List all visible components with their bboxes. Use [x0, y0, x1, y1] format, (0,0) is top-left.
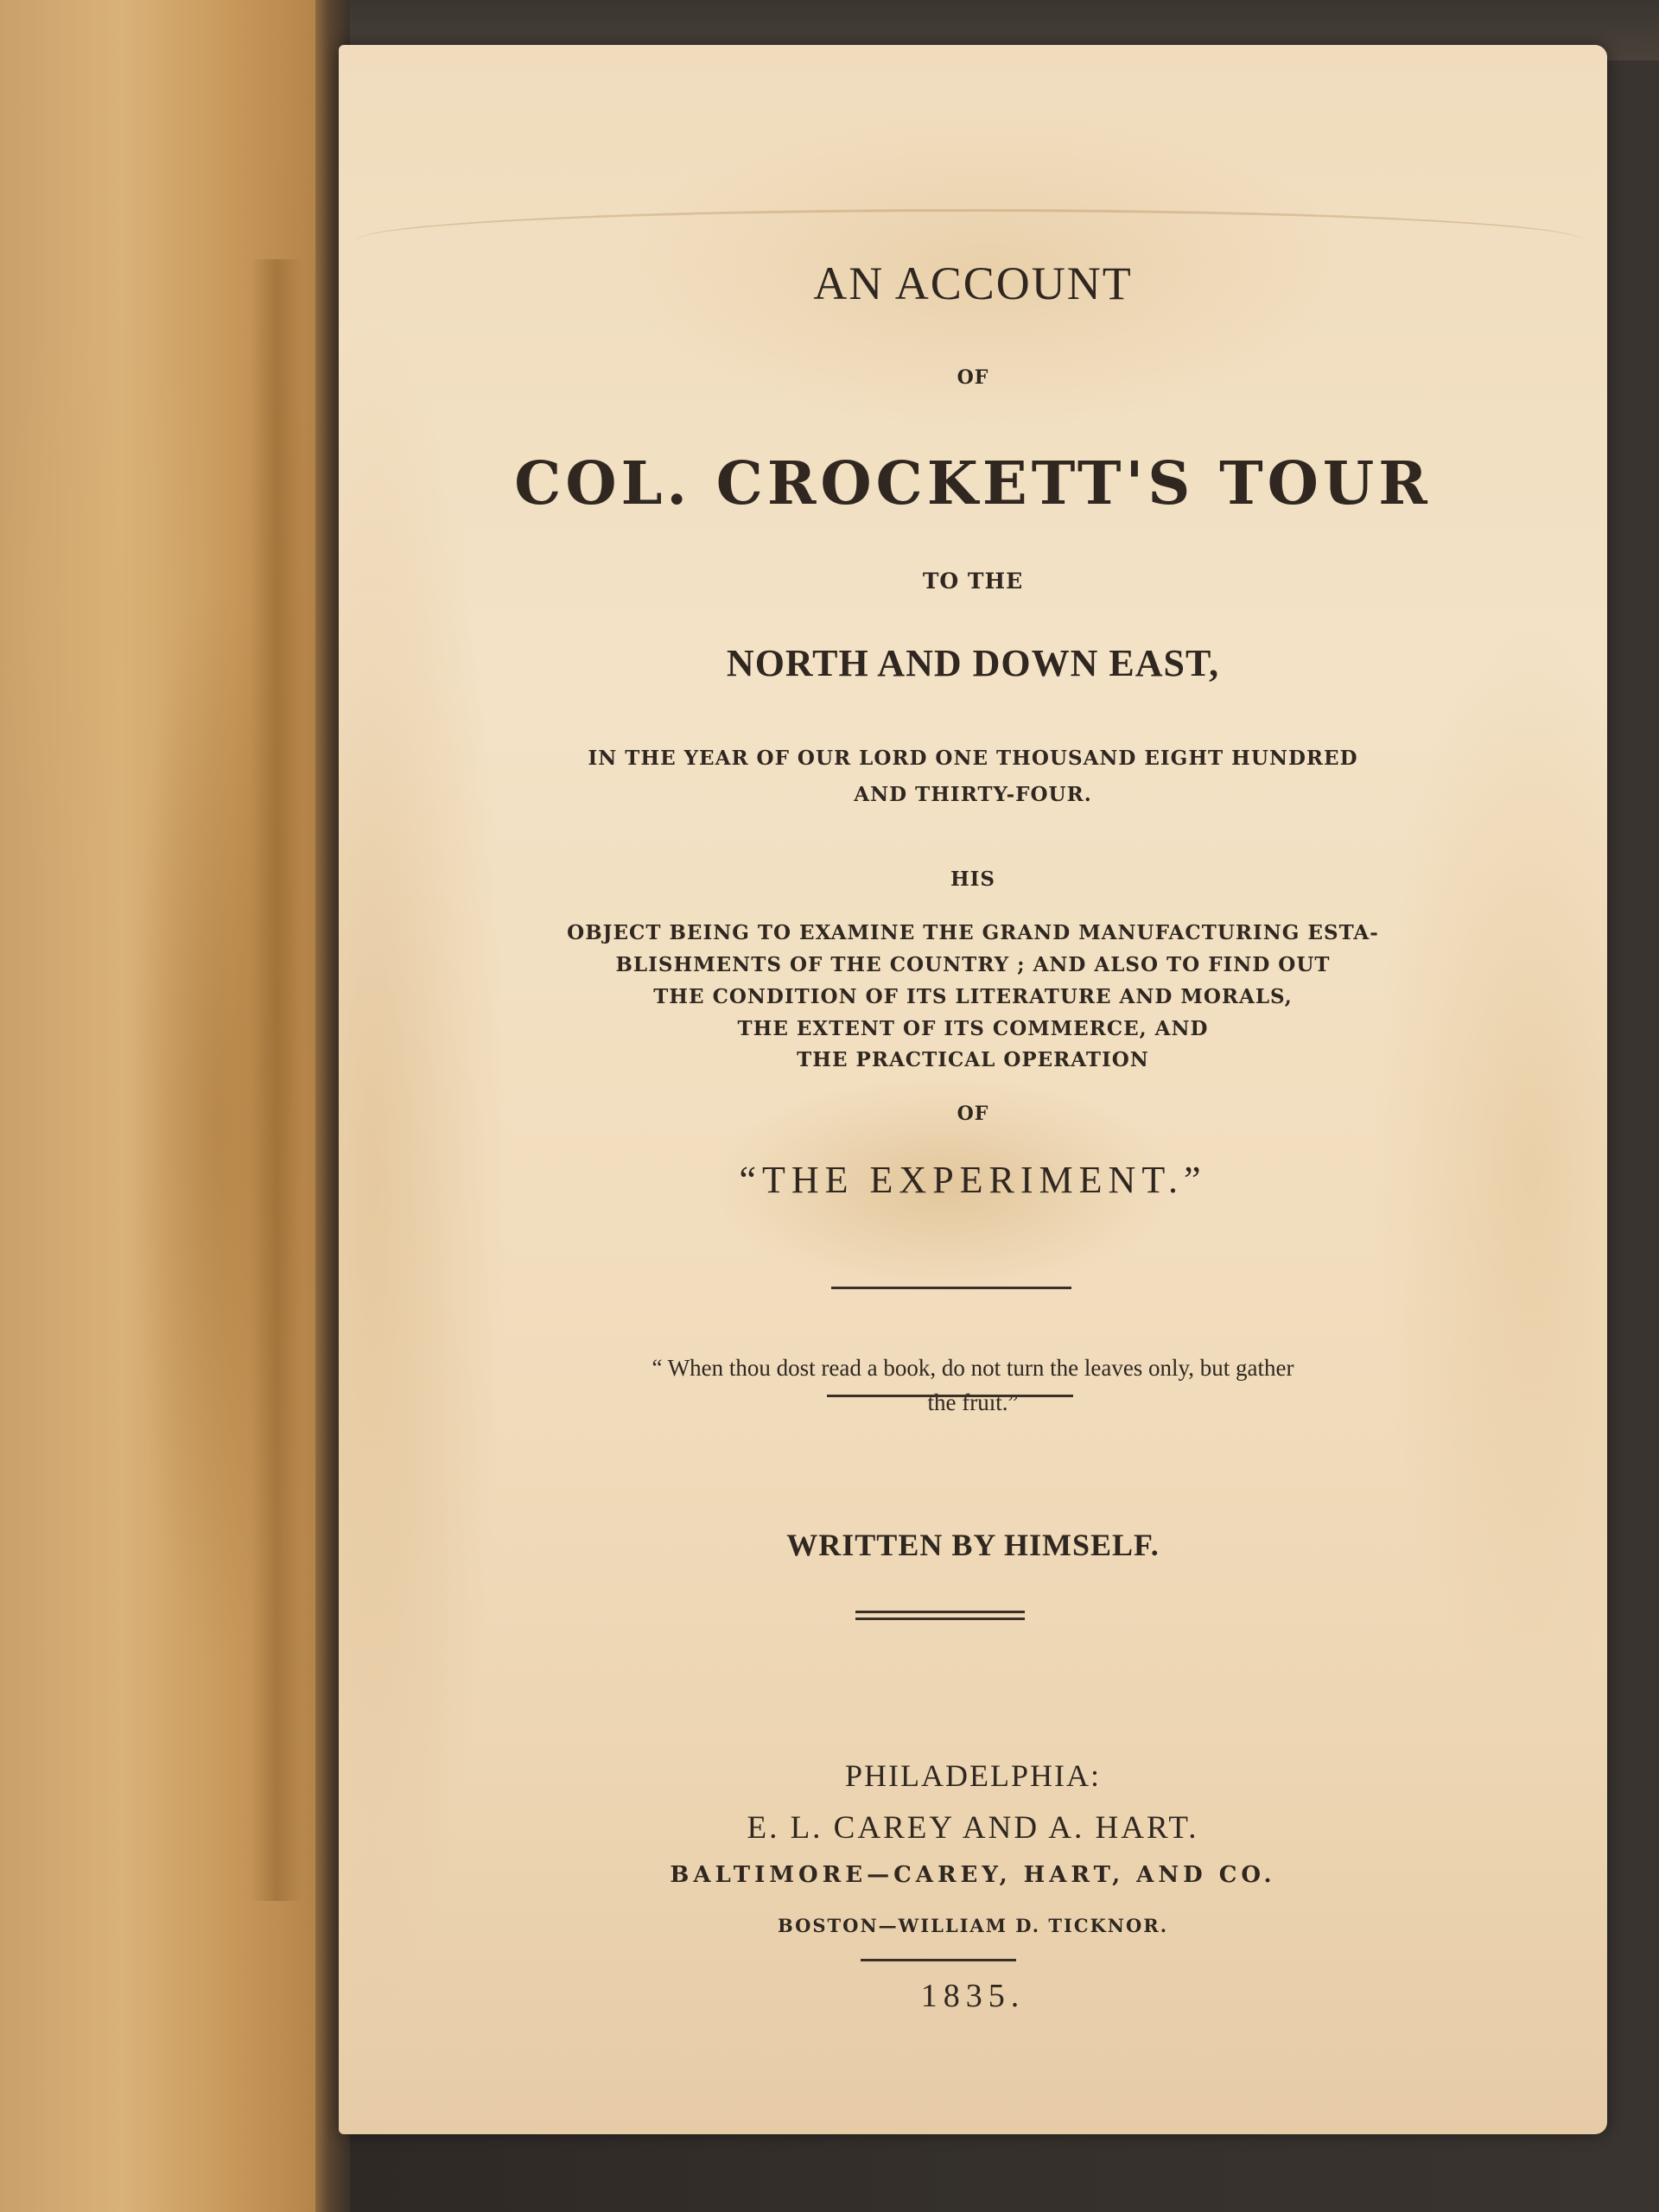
title-line-north: NORTH AND DOWN EAST, [726, 642, 1220, 684]
object-line-of: OF [957, 1103, 989, 1125]
his-line: HIS [950, 868, 996, 891]
double-rule-top [855, 1611, 1025, 1613]
main-title: COL. CROCKETT'S TOUR [514, 449, 1432, 518]
experiment-line: “THE EXPERIMENT.” [739, 1159, 1207, 1201]
title-line-account: AN ACCOUNT [813, 257, 1133, 309]
written-by-line: WRITTEN BY HIMSELF. [786, 1528, 1160, 1562]
year-line-1: IN THE YEAR OF OUR LORD ONE THOUSAND EIGHT HUNDRED [588, 747, 1358, 770]
title-line-to-the: TO THE [922, 569, 1024, 594]
object-line-1: OBJECT BEING TO EXAMINE THE GRAND MANUFACTURING ESTA- [567, 921, 1379, 944]
epigraph-line-2: the fruit.” [927, 1389, 1019, 1415]
cover-stain [251, 259, 302, 1901]
imprint-publisher: E. L. CAREY AND A. HART. [747, 1810, 1199, 1846]
title-page [339, 45, 1607, 2134]
imprint-city: PHILADELPHIA: [845, 1758, 1101, 1793]
imprint-baltimore: BALTIMORE—CAREY, HART, AND CO. [670, 1862, 1276, 1888]
epigraph-line-1: “ When thou dost read a book, do not turn the leaves only, but gather [652, 1355, 1294, 1381]
double-rule-bottom [855, 1618, 1025, 1620]
epigraph-rule-bottom [827, 1395, 1073, 1397]
year-line-2: AND THIRTY-FOUR. [854, 783, 1092, 806]
object-line-2: BLISHMENTS OF THE COUNTRY ; AND ALSO TO FIND OUT [615, 953, 1331, 976]
object-line-4: THE EXTENT OF ITS COMMERCE, AND [737, 1017, 1209, 1040]
imprint-year-rule [861, 1959, 1016, 1961]
inside-front-cover [0, 0, 346, 2212]
imprint-boston: BOSTON—WILLIAM D. TICKNOR. [777, 1915, 1169, 1936]
imprint-year: 1835. [920, 1978, 1026, 2014]
object-line-5: THE PRACTICAL OPERATION [797, 1048, 1149, 1071]
object-line-3: THE CONDITION OF ITS LITERATURE AND MORALS, [653, 985, 1293, 1008]
title-line-of: OF [957, 366, 989, 389]
epigraph-rule-top [831, 1287, 1071, 1289]
